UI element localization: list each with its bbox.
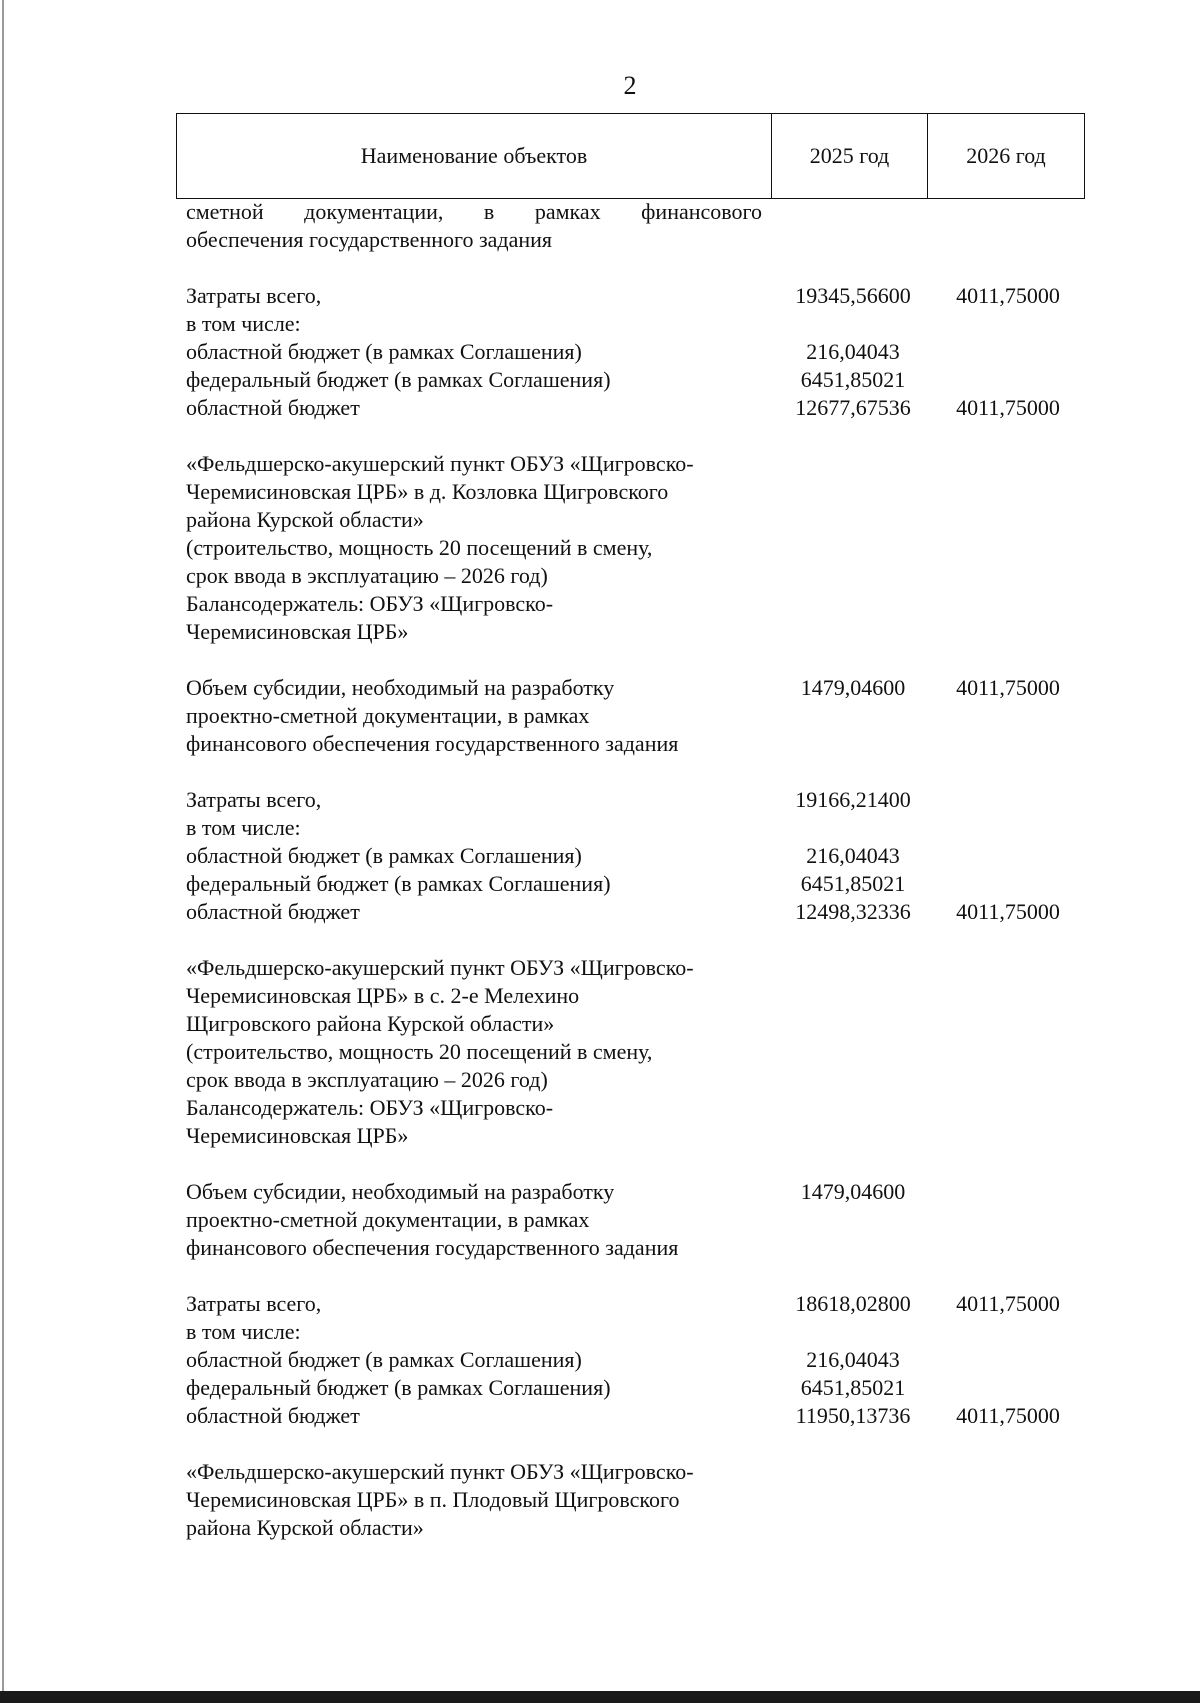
block-gap [0, 646, 1200, 674]
table-header [176, 113, 1085, 199]
table-row [0, 282, 1200, 310]
row-name-cell: проектно-сметной документации, в рамках [186, 703, 590, 728]
table-row [0, 730, 1200, 758]
table-row [0, 870, 1200, 898]
table-row [0, 1178, 1200, 1206]
row-name-cell: Затраты всего, [186, 283, 322, 308]
row-name-cell: областной бюджет (в рамках Соглашения) [186, 843, 582, 868]
block-gap [0, 758, 1200, 786]
block-gap [0, 926, 1200, 954]
table-row [0, 674, 1200, 702]
header-2026-column: 2026 год [966, 143, 1046, 168]
table-row [0, 1318, 1200, 1346]
row-2026-value: 4011,75000 [956, 675, 1060, 700]
row-name-cell: Объем субсидии, необходимый на разработку [186, 1179, 615, 1204]
page-number: 2 [623, 71, 637, 100]
table-row [0, 1234, 1200, 1262]
table-row [0, 1206, 1200, 1234]
table-block [0, 450, 1200, 646]
block-gap [0, 1150, 1200, 1178]
row-name-cell: проектно-сметной документации, в рамках [186, 1207, 590, 1232]
table-row [0, 786, 1200, 814]
table-row [0, 338, 1200, 366]
row-name-cell: «Фельдшерско-акушерский пункт ОБУЗ «Щигровско- [186, 1459, 694, 1484]
row-name-cell: федеральный бюджет (в рамках Соглашения) [186, 871, 611, 896]
row-2025-value: 6451,85021 [800, 871, 906, 896]
table-block [0, 954, 1200, 1150]
row-name-cell: обеспечения государственного задания [186, 227, 553, 252]
table-row [0, 1374, 1200, 1402]
row-name-cell: финансового обеспечения государственного задания [186, 731, 679, 756]
row-2025-value: 216,04043 [806, 843, 900, 868]
row-name-cell: (строительство, мощность 20 посещений в смену, [186, 1039, 653, 1064]
row-2026-value: 4011,75000 [956, 1291, 1060, 1316]
table-block [0, 786, 1200, 926]
row-name-cell: срок ввода в эксплуатацию – 2026 год) [186, 563, 548, 588]
row-2025-value: 12677,67536 [795, 395, 911, 420]
table-row [0, 1514, 1200, 1542]
table-row [0, 702, 1200, 730]
table-row [0, 814, 1200, 842]
row-name-cell: района Курской области» [186, 1515, 424, 1540]
table-row [0, 394, 1200, 422]
row-name-cell: областной бюджет [186, 395, 360, 420]
table-block [0, 674, 1200, 758]
row-name-cell: Черемисиновская ЦРБ» [186, 1123, 409, 1148]
table-row [0, 1066, 1200, 1094]
row-name-cell: финансового обеспечения государственного задания [186, 1235, 679, 1260]
table-row [0, 198, 1200, 226]
row-name-cell: в том числе: [186, 1319, 301, 1344]
row-name-cell: Черемисиновская ЦРБ» в с. 2-е Мелехино [186, 983, 580, 1008]
table-row [0, 590, 1200, 618]
row-name-cell: Щигровского района Курской области» [186, 1011, 555, 1036]
row-name-cell: Балансодержатель: ОБУЗ «Щигровско- [186, 1095, 554, 1120]
block-gap [0, 254, 1200, 282]
row-name-cell: Объем субсидии, необходимый на разработку [186, 675, 615, 700]
table-row [0, 1094, 1200, 1122]
row-2025-value: 216,04043 [806, 1347, 900, 1372]
row-name-cell: срок ввода в эксплуатацию – 2026 год) [186, 1067, 548, 1092]
block-gap [0, 1430, 1200, 1458]
table-row [0, 1122, 1200, 1150]
table-row [0, 982, 1200, 1010]
row-2025-value: 12498,32336 [795, 899, 911, 924]
table-row [0, 478, 1200, 506]
table-row [0, 506, 1200, 534]
table-row [0, 1346, 1200, 1374]
row-name-cell: областной бюджет [186, 1403, 360, 1428]
row-name-cell: федеральный бюджет (в рамках Соглашения) [186, 367, 611, 392]
row-2026-value: 4011,75000 [956, 1403, 1060, 1428]
row-name-cell: Балансодержатель: ОБУЗ «Щигровско- [186, 591, 554, 616]
table-row [0, 366, 1200, 394]
block-gap [0, 1262, 1200, 1290]
table-row [0, 1458, 1200, 1486]
table-block [0, 282, 1200, 422]
row-name-cell: в том числе: [186, 815, 301, 840]
row-name-cell: областной бюджет (в рамках Соглашения) [186, 339, 582, 364]
row-name-cell: областной бюджет [186, 899, 360, 924]
row-name-cell: Черемисиновская ЦРБ» в д. Козловка Щигровского [186, 479, 669, 504]
row-name-cell: Затраты всего, [186, 1291, 322, 1316]
row-name-cell: Черемисиновская ЦРБ» [186, 619, 409, 644]
table-row [0, 562, 1200, 590]
scan-bottom-border [0, 1691, 1200, 1703]
table-row [0, 1010, 1200, 1038]
row-name-cell: «Фельдшерско-акушерский пункт ОБУЗ «Щигровско- [186, 955, 694, 980]
header-2025-column: 2025 год [772, 114, 928, 198]
block-gap [0, 422, 1200, 450]
row-2026-value: 4011,75000 [956, 899, 1060, 924]
table-body [0, 198, 1200, 1542]
row-name-cell: (строительство, мощность 20 посещений в смену, [186, 535, 653, 560]
table-row [0, 1038, 1200, 1066]
table-row [0, 450, 1200, 478]
row-name-cell: федеральный бюджет (в рамках Соглашения) [186, 1375, 611, 1400]
row-name-cell: «Фельдшерско-акушерский пункт ОБУЗ «Щигровско- [186, 451, 694, 476]
table-block [0, 1458, 1200, 1542]
row-2025-value: 216,04043 [806, 339, 900, 364]
row-2025-value: 6451,85021 [800, 367, 906, 392]
table-block [0, 198, 1200, 254]
row-name-cell: в том числе: [186, 311, 301, 336]
table-row [0, 954, 1200, 982]
table-row [0, 534, 1200, 562]
table-row [0, 618, 1200, 646]
table-row [0, 226, 1200, 254]
row-2025-value: 1479,04600 [800, 1179, 906, 1204]
table-row [0, 898, 1200, 926]
row-2025-value: 11950,13736 [795, 1403, 911, 1428]
row-2025-value: 19166,21400 [795, 787, 911, 812]
row-name-cell: Затраты всего, [186, 787, 322, 812]
row-2025-value: 1479,04600 [800, 675, 906, 700]
row-name-cell: Черемисиновская ЦРБ» в п. Плодовый Щигровского [186, 1487, 680, 1512]
row-name-cell: областной бюджет (в рамках Соглашения) [186, 1347, 582, 1372]
row-2026-value: 4011,75000 [956, 395, 1060, 420]
table-row [0, 1290, 1200, 1318]
table-row [0, 1486, 1200, 1514]
row-name-cell: сметной документации, в рамках финансового [186, 199, 762, 224]
row-name-cell: района Курской области» [186, 507, 424, 532]
row-2025-value: 19345,56600 [795, 283, 911, 308]
row-2025-value: 18618,02800 [795, 1291, 911, 1316]
row-2026-value: 4011,75000 [956, 283, 1060, 308]
header-name-column: Наименование объектов [177, 114, 772, 198]
table-block [0, 1178, 1200, 1262]
table-row [0, 842, 1200, 870]
table-row [0, 1402, 1200, 1430]
table-block [0, 1290, 1200, 1430]
table-row [0, 310, 1200, 338]
row-2025-value: 6451,85021 [800, 1375, 906, 1400]
